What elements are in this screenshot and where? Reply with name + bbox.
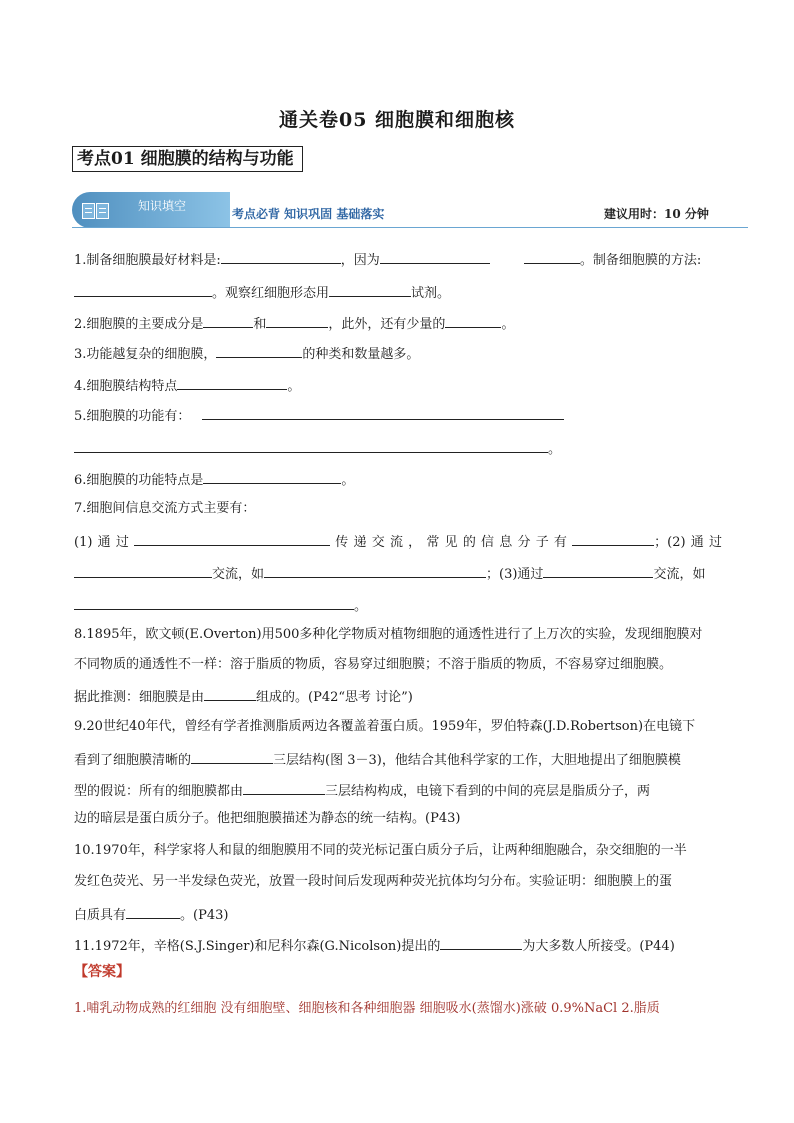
blank[interactable] (203, 313, 253, 328)
question-9-line-3: 型的假说：所有的细胞膜都由 三层结构构成，电镜下看到的中间的亮层是脂质分子，两 (74, 780, 650, 801)
blank[interactable] (264, 563, 486, 578)
blank[interactable] (440, 935, 522, 950)
blank[interactable] (572, 531, 654, 546)
question-5-line-1: 5.细胞膜的功能有： (74, 405, 564, 426)
blank[interactable] (74, 282, 212, 297)
question-10-line-1: 10.1970年，科学家将人和鼠的细胞膜用不同的荧光标记蛋白质分子后，让两种细胞融合，杂交细胞的一半 (74, 843, 687, 858)
question-2: 2.细胞膜的主要成分是 和 ，此外，还有少量的 。 (74, 313, 514, 334)
banner-slogan: 考点必背 知识巩固 基础落实 (232, 207, 385, 221)
blank[interactable] (177, 375, 287, 390)
question-1-line-1: 1.制备细胞膜最好材料是: ，因为 。制备细胞膜的方法: (74, 249, 701, 270)
blank[interactable] (74, 595, 354, 610)
blank[interactable] (204, 686, 256, 701)
blank[interactable] (329, 282, 411, 297)
page-title: 通关卷05 细胞膜和细胞核 (278, 109, 516, 131)
blank[interactable] (543, 563, 653, 578)
question-7-line-2: 交流，如 ；(3)通过 交流，如 (74, 563, 705, 584)
question-8-line-2: 不同物质的通透性不一样：溶于脂质的物质，容易穿过细胞膜；不溶于脂质的物质，不容易穿过细胞膜。 (74, 657, 673, 672)
question-9-line-2: 看到了细胞膜清晰的 三层结构(图 3－3)，他结合其他科学家的工作，大胆地提出了细胞膜模 (74, 749, 681, 770)
question-8-line-1: 8.1895年，欧文顿(E.Overton)用500多种化学物质对植物细胞的通透性进行了上万次的实验，发现细胞膜对 (74, 627, 703, 642)
question-10-line-2: 发红色荧光、另一半发绿色荧光，放置一段时间后发现两种荧光抗体均匀分布。实验证明：细胞膜上的蛋 (74, 874, 673, 889)
blank[interactable] (445, 313, 501, 328)
question-9-line-1: 9.20世纪40年代，曾经有学者推测脂质两边各覆盖着蛋白质。1959年，罗伯特森(J.D.Robertson)在电镜下 (74, 719, 696, 734)
question-10-line-3: 白质具有 。(P43) (74, 904, 228, 925)
blank[interactable] (380, 249, 490, 264)
question-11: 11.1972年，辛格(S.J.Singer)和尼科尔森(G.Nicolson)提出的 为大多数人所接受。(P44) (74, 935, 675, 956)
book-icon (82, 203, 95, 219)
banner-divider (72, 227, 748, 228)
blank[interactable] (191, 749, 273, 764)
question-8-line-3: 据此推测：细胞膜是由 组成的。(P42“思考 讨论”) (74, 686, 413, 707)
blank[interactable] (216, 343, 302, 358)
blank[interactable] (74, 438, 548, 453)
section-heading: 考点01 细胞膜的结构与功能 (72, 146, 303, 172)
question-4: 4.细胞膜结构特点 。 (74, 375, 300, 396)
question-1-line-2: 。观察红细胞形态用 试剂。 (74, 282, 450, 303)
question-7-line-1: (1)通过 传递交流，常见的信息分子有 ；(2)通过 (74, 531, 722, 552)
blank[interactable] (134, 531, 330, 546)
blank[interactable] (221, 249, 341, 264)
knowledge-label: 知识填空 (138, 199, 187, 213)
blank[interactable] (126, 904, 180, 919)
suggested-time: 建议用时：10 分钟 (604, 207, 709, 221)
question-6: 6.细胞膜的功能特点是 。 (74, 469, 354, 490)
question-7: 7.细胞间信息交流方式主要有： (74, 501, 256, 516)
blank[interactable] (202, 405, 564, 420)
blank[interactable] (74, 563, 212, 578)
blank[interactable] (266, 313, 328, 328)
book-icon (96, 203, 109, 219)
question-9-line-4: 边的暗层是蛋白质分子。他把细胞膜描述为静态的统一结构。(P43) (74, 811, 461, 826)
answer-text: 1.哺乳动物成熟的红细胞 没有细胞壁、细胞核和各种细胞器 细胞吸水(蒸馏水)涨破 0.9%NaCl 2.脂质 (74, 1001, 660, 1016)
question-3: 3.功能越复杂的细胞膜， 的种类和数量越多。 (74, 343, 419, 364)
blank[interactable] (243, 780, 325, 795)
question-5-line-2: 。 (74, 438, 561, 459)
blank[interactable] (203, 469, 341, 484)
blank[interactable] (524, 249, 580, 264)
question-7-line-3: 。 (74, 595, 367, 616)
answer-label: 【答案】 (74, 964, 130, 980)
